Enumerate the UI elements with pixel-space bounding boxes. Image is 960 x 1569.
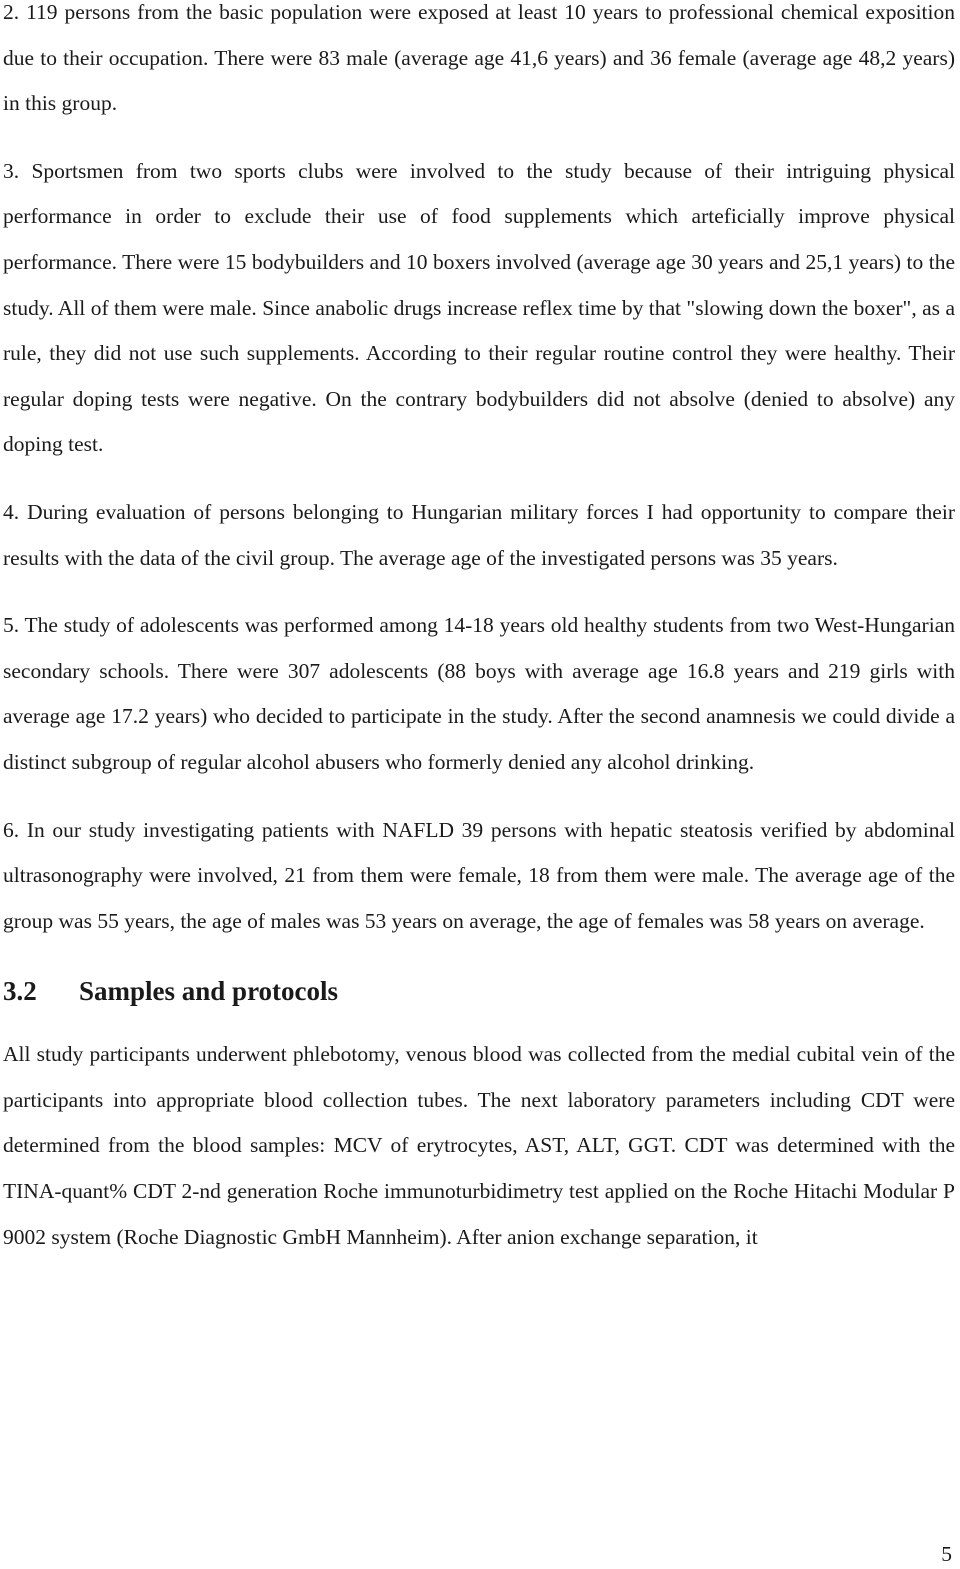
document-page: [3, 0, 955, 1260]
page-number: 5: [941, 1542, 952, 1566]
section-number: 3.2: [3, 976, 37, 1007]
section-heading: [3, 964, 955, 1018]
section-title: Samples and protocols: [79, 976, 339, 1007]
paragraph-6: 6. In our study investigating patients with NAFLD 39 persons with hepatic steatosis verified by abdominal ultrasonography were involved, 21 from them were female, 18 from them were male. The average age of the group was 55 years, the age of males was 53 years on average, the age of females was 58 years on average.: [3, 817, 955, 933]
paragraph-4: 4. During evaluation of persons belonging to Hungarian military forces I had opportunity to compare their results with the data of the civil group. The average age of the investigated persons was 35 years.: [3, 499, 955, 570]
section-body-paragraph: All study participants underwent phlebotomy, venous blood was collected from the medial cubital vein of the participants into appropriate blood collection tubes. The next laboratory parameters including CDT were determined from the blood samples: MCV of erytrocytes, AST, ALT, GGT. CDT was determined with the TINA-quant% CDT 2-nd generation Roche immunoturbidimetry test applied on the Roche Hitachi Modular P 9002 system (Roche Diagnostic GmbH Mannheim). After anion exchange separation, it: [3, 1042, 955, 1249]
paragraph-5: 5. The study of adolescents was performed among 14-18 years old healthy students from two West-Hungarian secondary schools. There were 307 adolescents (88 boys with average age 16.8 years and 219 girls with average age 17.2 years) who decided to participate in the study. After the second anamnesis we could divide a distinct subgroup of regular alcohol abusers who formerly denied any alcohol drinking.: [3, 613, 955, 774]
paragraph-2: 2. 119 persons from the basic population were exposed at least 10 years to professional chemical exposition due to their occupation. There were 83 male (average age 41,6 years) and 36 female (average age 48,2 years) in this group.: [3, 0, 955, 116]
paragraph-3: 3. Sportsmen from two sports clubs were involved to the study because of their intriguing physical performance in order to exclude their use of food supplements which arteficially improve physical performance. There were 15 bodybuilders and 10 boxers involved (average age 30 years and 25,1 years) to the study. All of them were male. Since anabolic drugs increase reflex time by that "slowing down the boxer", as a rule, they did not use such supplements. According to their regular routine control they were healthy. Their regular doping tests were negative. On the contrary bodybuilders did not absolve (denied to absolve) any doping test.: [3, 158, 955, 457]
